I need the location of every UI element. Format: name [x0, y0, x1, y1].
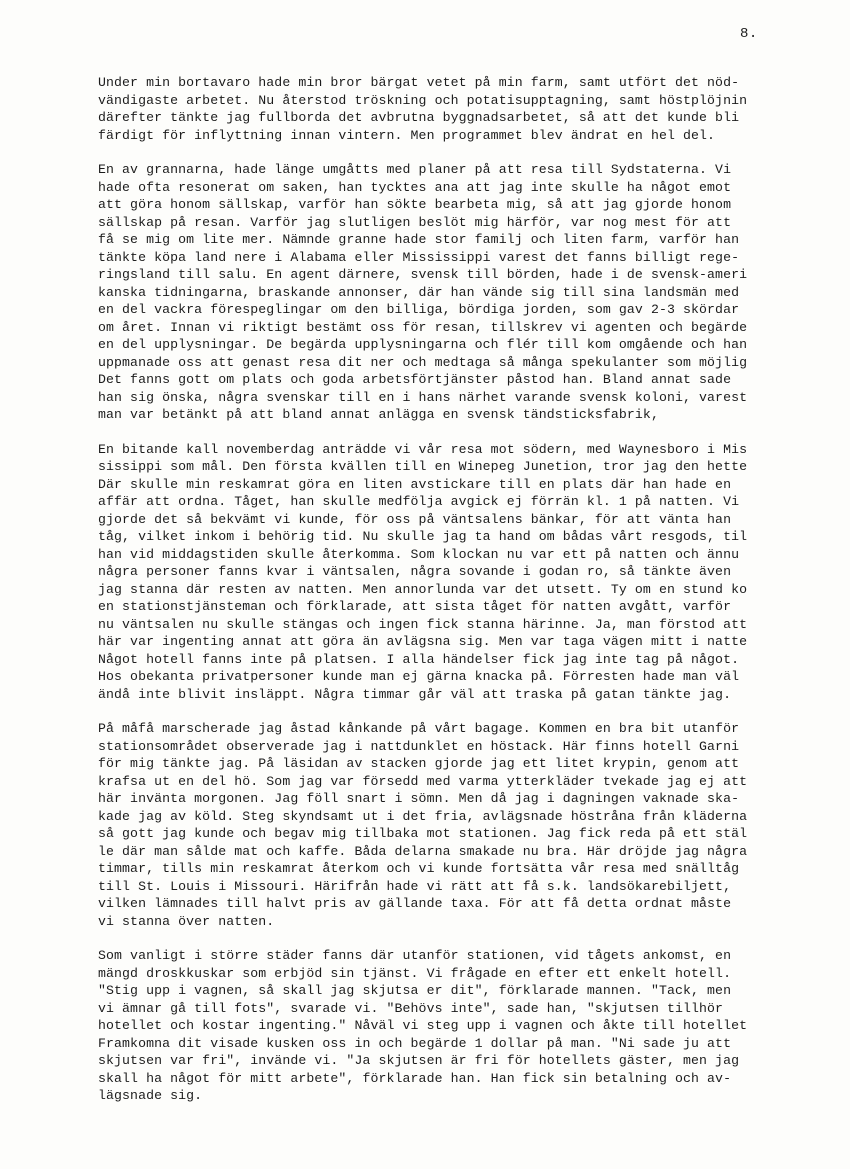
text-line: le där man sålde mat och kaffe. Båda delarna smakade nu bra. Här dröjde jag några: [98, 843, 748, 859]
text-line: På måfå marscherade jag åstad kånkande på vårt bagage. Kommen en bra bit utanför: [98, 721, 740, 736]
text-line: därefter tänkte jag fullborda det avbrutna byggnadsarbetet, så att det kunde bli: [98, 110, 740, 125]
text-line: vilken lämnades till halvt pris av gällande taxa. För att få detta ordnat måste: [98, 896, 732, 911]
text-line: hotellet och kostar ingenting." Nåväl vi steg upp i vagnen och åkte till hotellet: [98, 1018, 748, 1033]
text-line: en del upplysningar. De begärda upplysningarna och flér till kom omgående och han: [98, 337, 748, 352]
text-line: vi ämnar gå till fots", svarade vi. "Behövs inte", sade han, "skjutsen tillhör: [98, 1000, 724, 1016]
text-line: färdigt för inflyttning innan vintern. Men programmet blev ändrat en hel del.: [98, 127, 716, 143]
paragraph: [98, 161, 838, 424]
text-line: ringsland till salu. En agent därnere, svensk till börden, hade i de svensk-ameri: [98, 267, 748, 282]
text-line: gjorde det så bekvämt vi kunde, för oss på väntsalens bänkar, för att vänta han: [98, 511, 732, 527]
text-line: att göra honom sällskap, varför han sökte bearbeta mig, så att jag gjorde honom: [98, 197, 732, 212]
text-line: några personer fanns kvar i väntsalen, några sovande i godan ro, så tänkte även: [98, 564, 732, 579]
text-line: Det fanns gott om plats och goda arbetsförtjänster påstod han. Bland annat sade: [98, 372, 732, 387]
text-line: man var betänkt på att bland annat anlägga en svensk tändsticksfabrik,: [98, 407, 659, 422]
paragraph: [98, 947, 838, 1105]
text-line: uppmanade oss att genast resa dit ner och medtaga så många spekulanter som möjlig: [98, 354, 748, 370]
text-line: lägsnade sig.: [98, 1088, 203, 1103]
text-line: Framkomna dit visade kusken oss in och begärde 1 dollar på man. "Ni sade ju att: [98, 1035, 732, 1051]
text-line: mängd droskkuskar som erbjöd sin tjänst. Vi frågade en efter ett enkelt hotell.: [98, 965, 732, 981]
text-line: timmar, tills min reskamrat återkom och vi kunde fortsätta vår resa med snälltåg: [98, 861, 740, 876]
text-line: Där skulle min reskamrat göra en liten avstickare till en plats där han hade en: [98, 476, 732, 492]
text-line: en stationstjänsteman och förklarade, att sista tåget för natten avgått, varför: [98, 599, 732, 614]
text-line: sissippi som mål. Den första kvällen till en Winepeg Junetion, tror jag den hette: [98, 459, 748, 474]
document-body: [98, 74, 838, 1122]
text-line: skjutsen var fri", invände vi. "Ja skjutsen är fri för hotellets gäster, men jag: [98, 1053, 740, 1068]
text-line: skall ha något för mitt arbete", förklarade han. Han fick sin betalning och av-: [98, 1070, 732, 1086]
text-line: En av grannarna, hade länge umgåtts med planer på att resa till Sydstaterna. Vi: [98, 162, 732, 177]
text-line: jag stanna där resten av natten. Men annorlunda var det utsett. Ty om en stund ko: [98, 581, 748, 597]
text-line: vändigaste arbetet. Nu återstod tröskning och potatisupptagning, samt höstplöjnin: [98, 92, 748, 108]
text-line: en del vackra förespeglingar om den billiga, bördiga jorden, som gav 2-3 skördar: [98, 302, 740, 317]
text-line: kanska tidningarna, braskande annonser, där han vände sig till sina landsmän med: [98, 284, 740, 300]
text-line: han vid middagstiden skulle återkomma. Som klockan nu var ett på natten och ännu: [98, 546, 740, 562]
text-line: sällskap på resan. Varför jag slutligen beslöt mig härför, var nog mest för att: [98, 214, 732, 230]
text-line: En bitande kall novemberdag anträdde vi vår resa mot södern, med Waynesboro i Mis: [98, 441, 748, 457]
text-line: tänkte köpa land nere i Alabama eller Mississippi varest det fanns billigt rege-: [98, 249, 740, 265]
text-line: Som vanligt i större städer fanns där utanför stationen, vid tågets ankomst, en: [98, 948, 732, 963]
text-line: här invänta morgonen. Jag föll snart i sömn. Men då jag i dagningen vaknade ska-: [98, 791, 740, 806]
text-line: affär att ordna. Tåget, han skulle medfölja avgick ej förrän kl. 1 på natten. Vi: [98, 494, 740, 509]
text-line: stationsområdet observerade jag i nattdunklet en höstack. Här finns hotell Garni: [98, 738, 740, 754]
text-line: Under min bortavaro hade min bror bärgat vetet på min farm, samt utfört det nöd-: [98, 75, 740, 90]
text-line: kade jag av köld. Steg skyndsamt ut i det fria, avlägsnade höstråna från kläderna: [98, 808, 748, 824]
text-line: Hos obekanta privatpersoner kunde man ej gärna knacka på. Förresten hade man väl: [98, 669, 740, 684]
text-line: "Stig upp i vagnen, så skall jag skjutsa er dit", förklarade mannen. "Tack, men: [98, 983, 732, 998]
text-line: tåg, vilket inkom i behörig tid. Nu skulle jag ta hand om bådas vårt resgods, til: [98, 529, 748, 544]
paragraph: [98, 74, 838, 144]
text-line: Något hotell fanns inte på platsen. I alla händelser fick jag inte tag på något.: [98, 651, 740, 667]
text-line: ändå inte blivit insläppt. Några timmar går väl att traska på gatan tänkte jag.: [98, 686, 732, 702]
text-line: krafsa ut en del hö. Som jag var försedd med varma ytterkläder tvekade jag ej att: [98, 773, 748, 789]
text-line: här var ingenting annat att göra än avlägsna sig. Men var taga vägen mitt i natte: [98, 634, 748, 649]
text-line: om året. Innan vi riktigt bestämt oss för resan, tillskrev vi agenten och begärde: [98, 319, 748, 335]
text-line: till St. Louis i Missouri. Härifrån hade vi rätt att få s.k. landsökarebiljett,: [98, 878, 732, 894]
text-line: hade ofta resonerat om saken, han tycktes ana att jag inte skulle ha något emot: [98, 179, 732, 195]
text-line: så gott jag kunde och begav mig tillbaka mot stationen. Jag fick reda på ett stäl: [98, 826, 748, 841]
paragraph: [98, 441, 838, 704]
paragraph: [98, 720, 838, 930]
page-number: 8.: [740, 26, 758, 42]
text-line: få se mig om lite mer. Nämnde granne hade stor familj och liten farm, varför han: [98, 232, 740, 247]
text-line: för mig tänkte jag. På läsidan av stacken gjorde jag ett litet krypin, genom att: [98, 756, 740, 771]
text-line: nu väntsalen nu skulle stängas och ingen fick stanna härinne. Ja, man förstod att: [98, 616, 748, 632]
text-line: vi stanna över natten.: [98, 913, 275, 929]
text-line: han sig önska, några svenskar till en i hans närhet varande svensk koloni, varest: [98, 389, 748, 405]
